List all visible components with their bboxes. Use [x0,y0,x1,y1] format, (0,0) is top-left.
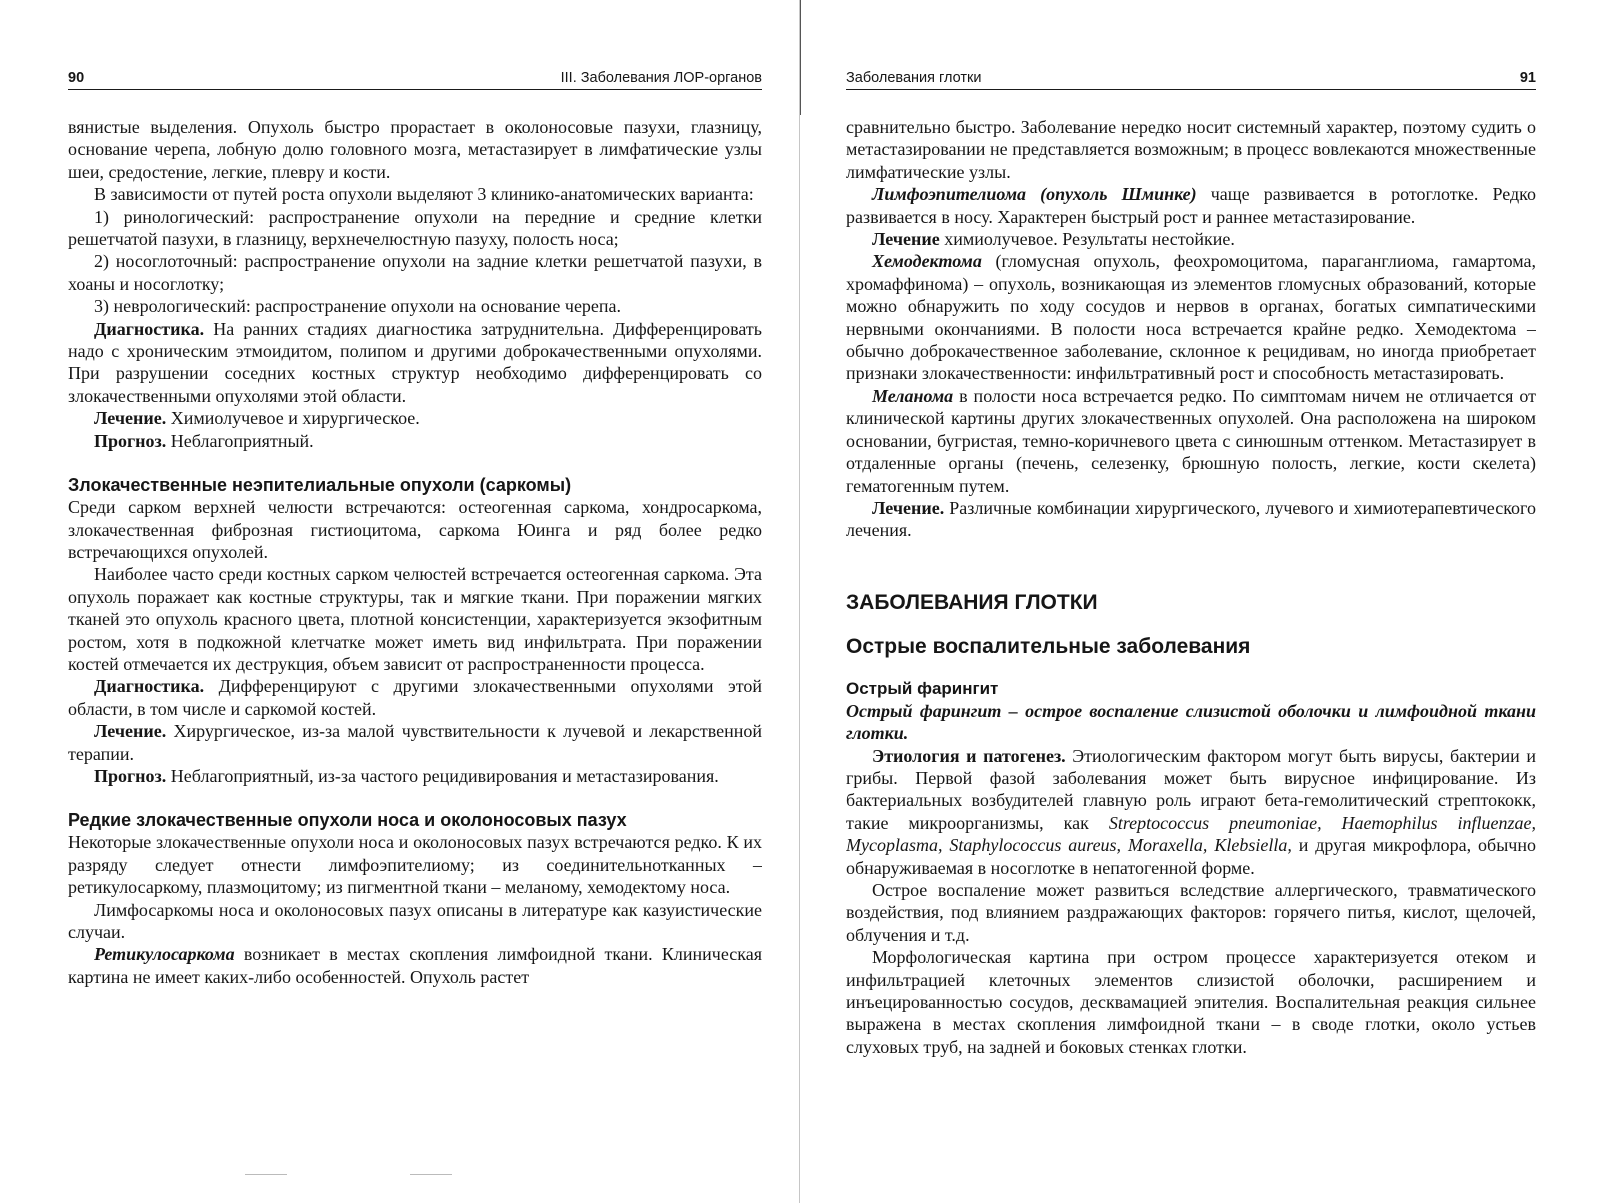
left-running-head [68,62,762,90]
etiology-paragraph [846,745,1536,879]
paragraph-text: химиолучевое. Результаты нестойкие. [939,229,1235,250]
definition: Острый фарингит – острое воспаление слизистой оболочки и лимфоидной ткани глотки. [846,700,1536,744]
paragraph-text: Этиологическим фактором могут быть вирусы, бактерии и грибы. Первой фазой заболевания может быть вирусное инфицирование. Из бактериальных возбудителей главную роль играют бета-гемолитический стрептококк, такие микроорганизмы, как [846,745,1536,833]
paragraph-text: Различные комбинации хирургического, лучевого и химиотерапевтического лечения. [846,497,1536,541]
paragraph-text: в полости носа встречается редко. По симптомам ничем не отличается от клинической картины других злокачественных опухолей. Она расположена на широком основании, бугристая, темно-коричневого цвета с синюшным оттенком. Метастазирует в отдаленные органы (печень, селезенку, брюшную полость, легкие, кости скелета) гематогенным путем. [846,385,1536,496]
treatment-paragraph [68,720,762,765]
scan-artifact [245,1174,287,1175]
right-page [846,62,1536,1162]
paragraph: Острое воспаление может развиться вследствие аллергического, травматического воздействия, под влиянием раздражающих факторов: горячего питья, кислот, щелочей, облучения и т.д. [846,879,1536,945]
paragraph-text: возникает в местах скопления лимфоидной ткани. Клиническая картина не имеет каких-либо особенностей. Опухоль растет [68,944,762,987]
run-in-label: Лечение [872,229,940,250]
left-body [68,116,762,988]
list-item: 1) ринологический: распространение опухоли на передние и средние клетки решетчатой пазухи, в глазницу, верхнечелюстную пазуху, полость носа; [68,206,762,250]
term: Меланома [872,385,954,406]
paragraph: Некоторые злокачественные опухоли носа и околоносовых пазух встречаются редко. К их разряду следует отнести лимфоэпителиому; из соединительнотканных – ретикулосаркому, плазмоцитому; из пигментной ткани – меланому, хемодектому носа. [68,832,762,898]
paragraph-text: Неблагоприятный, из-за частого рецидивирования и метастазирования. [166,765,719,786]
melanoma-paragraph [846,385,1536,497]
left-page [68,62,762,1162]
paragraph-text: На ранних стадиях диагностика затруднительна. Дифференцировать надо с хроническим этмоидитом, полипом и другими доброкачественными опухолями. При разрушении соседних костных структур необходимо дифференцировать со злокачественными опухолями этой области. [68,318,762,406]
run-in-label: Лечение. [94,408,167,429]
paragraph-text: Дифференцируют с другими злокачественными опухолями этой области, в том числе и саркомой костей. [68,676,762,719]
paragraph-text: чаще развивается в ротоглотке. Редко развивается в носу. Характерен быстрый рост и раннее метастазирование. [846,184,1536,227]
paragraph-text: Хирургическое, из-за малой чувствительности к лучевой и лекарственной терапии. [68,721,762,764]
right-body [846,116,1536,1058]
run-in-label: Прогноз. [94,430,167,451]
chapter-heading: ЗАБОЛЕВАНИЯ ГЛОТКИ [846,590,1098,614]
sarcoma-heading: Злокачественные неэпителиальные опухоли (саркомы) [68,475,572,496]
list-item: 2) носоглоточный: распространение опухоли на задние клетки решетчатой пазухи, в хоаны и носоглотку; [68,251,762,294]
paragraph: Среди сарком верхней челюсти встречаются: остеогенная саркома, хондросаркома, злокачественная фиброзная гистиоцитома, саркома Юинга и ряд более редко встречающихся опухолей. [68,497,762,562]
rare-tumors-heading: Редкие злокачественные опухоли носа и околоносовых пазух [68,810,627,831]
lymphoepithelioma-paragraph [846,183,1536,228]
paragraph-text: Неблагоприятный. [166,430,314,451]
subsection-heading: Острый фарингит [846,678,999,698]
treatment-paragraph [68,407,762,429]
term: Лимфоэпителиома (опухоль Шминке) [872,184,1197,205]
right-running-head [846,62,1536,90]
left-running-title: III. Заболевания ЛОР-органов [560,70,762,86]
paragraph-text: Химиолучевое и хирургическое. [166,408,420,429]
prognosis-paragraph [68,765,762,787]
term: Ретикулосаркома [94,944,235,965]
scan-artifact [410,1174,452,1175]
paragraph: вянистые выделения. Опухоль быстро прорастает в околоносовые пазухи, глазницу, основание черепа, лобную долю головного мозга, метастазирует в лимфатические узлы шеи, средостение, легкие, плевру и кости. [68,117,762,182]
reticulosarcoma-paragraph [68,943,762,988]
paragraph-text: и другая микрофлора, обычно обнаруживаемая в носоглотке в непатогенной форме. [846,835,1536,878]
gutter-shadow [800,0,801,115]
paragraph-text: (гломусная опухоль, феохромоцитома, параганглиома, гамартома, хромаффинома) – опухоль, возникающая из элементов гломусных образований, которые можно обнаружить по ходу сосудов и нервов в органах, богатых симпатическими нервными окончаниями. В полости носа встречается крайне редко. Хемодектома – обычно доброкачественное заболевание, склонное к рецидивам, но иногда приобретает признаки злокачественности: инфильтративный рост и способность метастазировать. [846,251,1536,384]
paragraph: Наиболее часто среди костных сарком челюстей встречается остеогенная саркома. Эта опухоль поражает как костные структуры, так и мягкие ткани. При поражении мягких тканей это опухоль красного цвета, плотной консистенции, характеризуется экзофитным ростом, хотя в подкожной клетчатке может иметь вид инфильтрата. При поражении костей отмечается их деструкция, объем зависит от распространенности процесса. [68,564,762,674]
term: Хемодектома [872,251,982,272]
chemodectoma-paragraph [846,250,1536,384]
paragraph: Лимфосаркомы носа и околоносовых пазух описаны в литературе как казуистические случаи. [68,899,762,942]
treatment-paragraph [846,497,1536,542]
diagnosis-paragraph [68,318,762,408]
run-in-label: Лечение. [872,497,945,518]
right-running-title: Заболевания глотки [846,70,982,86]
left-page-number: 90 [68,70,85,86]
section-heading: Острые воспалительные заболевания [846,634,1251,658]
paragraph: В зависимости от путей роста опухоли выделяют 3 клинико-анатомических варианта: [94,184,754,205]
run-in-label: Диагностика. [94,318,205,339]
book-spine [799,0,800,1203]
list-item: 3) неврологический: распространение опухоли на основание черепа. [94,296,622,317]
paragraph: сравнительно быстро. Заболевание нередко носит системный характер, поэтому судить о метастазировании не представляется возможным; в процесс вовлекаются множественные лимфатические узлы. [846,117,1536,182]
run-in-label: Диагностика. [94,676,205,697]
run-in-label: Лечение. [94,721,167,742]
run-in-label: Этиология и патогенез. [872,745,1066,766]
treatment-paragraph [846,228,1536,250]
prognosis-paragraph [68,430,762,452]
diagnosis-paragraph [68,675,762,720]
run-in-label: Прогноз. [94,765,167,786]
paragraph: Морфологическая картина при остром процессе характеризуется отеком и инфильтрацией клеточных элементов слизистой оболочки, расширением и инъецированностью сосудов, десквамацией эпителия. Воспалительная реакция сильнее выражена в местах скопления лимфоидной ткани – в своде глотки, около устьев слуховых труб, на задней и боковых стенках глотки. [846,947,1536,1057]
right-page-number: 91 [1519,70,1536,86]
latin-names: Streptococcus pneumoniae, Haemophilus influenzae, Mycoplasma, Staphylococcus aureus, Moraxella, Klebsiella, [846,812,1536,856]
